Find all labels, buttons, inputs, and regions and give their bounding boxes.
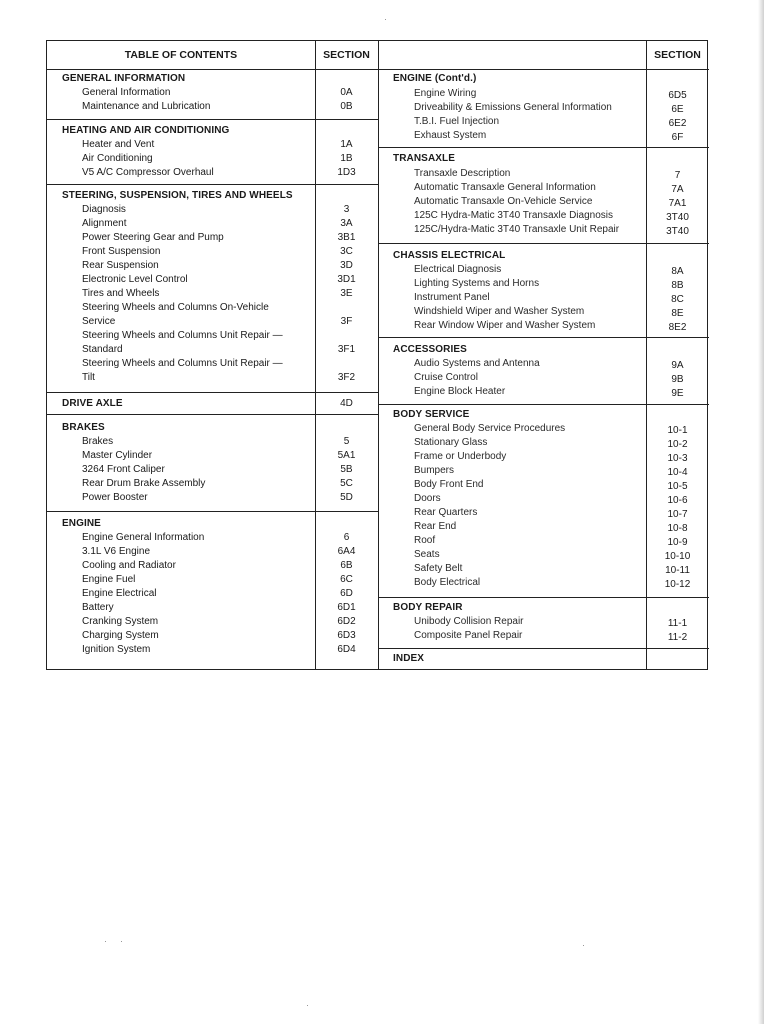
section-title: ENGINE (Cont'd.) bbox=[393, 73, 477, 84]
entry-label: Cruise Control bbox=[414, 372, 478, 383]
entry-label: Engine Block Heater bbox=[414, 386, 506, 397]
entry-code: 8E bbox=[671, 308, 684, 319]
toc-entry[interactable] bbox=[47, 464, 379, 478]
toc-entry[interactable] bbox=[47, 546, 379, 560]
right-column bbox=[379, 41, 709, 669]
page-edge-shadow bbox=[758, 0, 764, 1024]
entry-code: 8C bbox=[671, 294, 684, 305]
entry-label: Rear Window Wiper and Washer System bbox=[414, 320, 596, 331]
entry-label: Battery bbox=[82, 602, 114, 613]
entry-label: Power Booster bbox=[82, 492, 148, 503]
toc-entry[interactable] bbox=[379, 386, 709, 400]
toc-entry[interactable] bbox=[47, 204, 379, 218]
section-heating-air-conditioning bbox=[47, 120, 379, 185]
entry-code: 5B bbox=[340, 464, 353, 475]
entry-code: 1D3 bbox=[337, 167, 356, 178]
toc-entry[interactable] bbox=[379, 168, 709, 182]
entry-code: 6D5 bbox=[668, 90, 687, 101]
toc-entry[interactable] bbox=[47, 246, 379, 260]
entry-label: Brakes bbox=[82, 436, 114, 447]
toc-entry[interactable] bbox=[379, 493, 709, 507]
toc-entry[interactable] bbox=[379, 88, 709, 102]
toc-entry[interactable] bbox=[47, 358, 379, 372]
section-title: BRAKES bbox=[62, 422, 105, 433]
entry-label: Composite Panel Repair bbox=[414, 630, 523, 641]
entry-label: Unibody Collision Repair bbox=[414, 616, 524, 627]
entry-label: V5 A/C Compressor Overhaul bbox=[82, 167, 214, 178]
section-body-service bbox=[379, 405, 709, 598]
entry-label: Heater and Vent bbox=[82, 139, 155, 150]
entry-code: 6D3 bbox=[337, 630, 356, 641]
entry-label: Lighting Systems and Horns bbox=[414, 278, 540, 289]
entry-code: 5 bbox=[343, 436, 350, 447]
entry-label: Windshield Wiper and Washer System bbox=[414, 306, 585, 317]
toc-entry[interactable] bbox=[379, 320, 709, 334]
entry-label: Seats bbox=[414, 549, 440, 560]
toc-entry[interactable] bbox=[379, 264, 709, 278]
entry-code: 6D2 bbox=[337, 616, 356, 627]
entry-label: Cranking System bbox=[82, 616, 159, 627]
entry-code: 3 bbox=[343, 204, 350, 215]
section-accessories bbox=[379, 338, 709, 405]
toc-entry[interactable] bbox=[47, 644, 379, 658]
toc-entry[interactable] bbox=[379, 616, 709, 630]
entry-label: Master Cylinder bbox=[82, 450, 153, 461]
entry-code: 10-11 bbox=[665, 565, 690, 576]
entry-code: 3F bbox=[340, 316, 353, 327]
toc-entry[interactable] bbox=[47, 602, 379, 616]
entry-label: Air Conditioning bbox=[82, 153, 153, 164]
entry-code: 3A bbox=[340, 218, 353, 229]
entry-label: 125C/Hydra-Matic 3T40 Transaxle Unit Repair bbox=[414, 224, 620, 235]
left-header-row bbox=[47, 41, 379, 70]
toc-entry[interactable] bbox=[379, 549, 709, 563]
toc-entry[interactable] bbox=[47, 372, 379, 386]
entry-label: General Body Service Procedures bbox=[414, 423, 566, 434]
entry-label: Bumpers bbox=[414, 465, 455, 476]
entry-label: Body Electrical bbox=[414, 577, 481, 588]
toc-entry[interactable] bbox=[47, 101, 379, 115]
entry-label: 3264 Front Caliper bbox=[82, 464, 165, 475]
entry-label: General Information bbox=[82, 87, 171, 98]
entry-code: 9E bbox=[671, 388, 684, 399]
right-header-row bbox=[379, 41, 709, 70]
entry-code: 10-12 bbox=[664, 579, 691, 590]
entry-code: 8B bbox=[671, 280, 684, 291]
toc-entry[interactable] bbox=[379, 102, 709, 116]
toc-entry[interactable] bbox=[47, 630, 379, 644]
entry-code: 3B1 bbox=[337, 232, 356, 243]
entry-code: 3E bbox=[340, 288, 353, 299]
left-column bbox=[47, 41, 379, 669]
entry-code: 10-1 bbox=[667, 425, 688, 436]
entry-label: Rear Quarters bbox=[414, 507, 478, 518]
toc-entry[interactable] bbox=[47, 302, 379, 316]
entry-code: 10-8 bbox=[667, 523, 688, 534]
toc-entry[interactable] bbox=[47, 532, 379, 546]
entry-label: Roof bbox=[414, 535, 436, 546]
entry-label: Maintenance and Lubrication bbox=[82, 101, 211, 112]
scan-speck: · bbox=[306, 1000, 309, 1010]
toc-entry[interactable] bbox=[47, 87, 379, 101]
entry-code: 6D bbox=[340, 588, 353, 599]
entry-code: 10-6 bbox=[667, 495, 688, 506]
toc-entry[interactable] bbox=[379, 306, 709, 320]
entry-code: 10-4 bbox=[667, 467, 688, 478]
entry-code: 1A bbox=[340, 139, 353, 150]
toc-entry[interactable] bbox=[47, 450, 379, 464]
entry-label: 125C Hydra-Matic 3T40 Transaxle Diagnosis bbox=[414, 210, 613, 221]
toc-entry[interactable] bbox=[47, 574, 379, 588]
entry-code: 6C bbox=[340, 574, 353, 585]
section-title: ACCESSORIES bbox=[393, 344, 467, 355]
entry-code: 8E2 bbox=[668, 322, 687, 333]
toc-entry[interactable] bbox=[379, 116, 709, 130]
entry-code: 9B bbox=[671, 374, 684, 385]
section-engine-contd bbox=[379, 69, 709, 148]
toc-entry[interactable] bbox=[379, 451, 709, 465]
entry-label: Rear Suspension bbox=[82, 260, 159, 271]
entry-label: Service bbox=[82, 316, 116, 327]
entry-code: 4D bbox=[340, 398, 353, 409]
entry-code: 6D4 bbox=[337, 644, 356, 655]
entry-code: 6F bbox=[671, 132, 684, 143]
entry-label: Front Suspension bbox=[82, 246, 161, 257]
entry-label: Steering Wheels and Columns On-Vehicle bbox=[82, 302, 269, 313]
entry-label: Instrument Panel bbox=[414, 292, 490, 303]
toc-entry[interactable] bbox=[47, 274, 379, 288]
entry-label: Rear Drum Brake Assembly bbox=[82, 478, 206, 489]
toc-entry[interactable] bbox=[379, 437, 709, 451]
entry-code: 10-7 bbox=[667, 509, 688, 520]
toc-entry[interactable] bbox=[47, 560, 379, 574]
toc-entry[interactable] bbox=[379, 521, 709, 535]
entry-label: Rear End bbox=[414, 521, 457, 532]
toc-entry[interactable] bbox=[379, 630, 709, 644]
toc-entry[interactable] bbox=[47, 330, 379, 344]
entry-code: 3C bbox=[340, 246, 353, 257]
entry-label: Transaxle Description bbox=[414, 168, 511, 179]
entry-code: 5A1 bbox=[337, 450, 356, 461]
scan-speck: · bbox=[582, 940, 585, 950]
entry-label: Automatic Transaxle General Information bbox=[414, 182, 596, 193]
entry-label: Safety Belt bbox=[414, 563, 463, 574]
entry-label: Charging System bbox=[82, 630, 159, 641]
left-section-header: SECTION bbox=[323, 49, 370, 61]
toc-entry[interactable] bbox=[47, 153, 379, 167]
entry-code: 0A bbox=[340, 87, 353, 98]
entry-label: Steering Wheels and Columns Unit Repair — bbox=[82, 330, 283, 341]
entry-label: Tires and Wheels bbox=[82, 288, 160, 299]
section-title: DRIVE AXLE bbox=[62, 398, 123, 409]
section-brakes bbox=[47, 415, 379, 512]
entry-label: Ignition System bbox=[82, 644, 151, 655]
entry-code: 6 bbox=[343, 532, 350, 543]
entry-code: 3D bbox=[340, 260, 353, 271]
scan-speck: · bbox=[104, 936, 107, 946]
section-title: HEATING AND AIR CONDITIONING bbox=[62, 125, 230, 136]
entry-code: 3F1 bbox=[337, 344, 356, 355]
entry-code: 0B bbox=[340, 101, 353, 112]
section-title: BODY REPAIR bbox=[393, 602, 463, 613]
entry-code: 10-9 bbox=[667, 537, 688, 548]
toc-entry[interactable] bbox=[47, 139, 379, 153]
entry-code: 7 bbox=[674, 170, 681, 181]
entry-label: Tilt bbox=[82, 372, 95, 383]
toc-entry[interactable] bbox=[379, 465, 709, 479]
entry-code: 1B bbox=[340, 153, 353, 164]
entry-code: 3D1 bbox=[337, 274, 356, 285]
section-steering-suspension bbox=[47, 185, 379, 393]
entry-code: 7A bbox=[671, 184, 684, 195]
entry-code: 10-2 bbox=[667, 439, 688, 450]
section-title: ENGINE bbox=[62, 518, 101, 529]
entry-code: 3T40 bbox=[666, 212, 689, 223]
entry-label: Driveability & Emissions General Information bbox=[414, 102, 612, 113]
section-title: CHASSIS ELECTRICAL bbox=[393, 250, 506, 261]
section-engine bbox=[47, 512, 379, 670]
entry-code: 3F2 bbox=[337, 372, 356, 383]
toc-entry[interactable] bbox=[379, 292, 709, 306]
table-of-contents bbox=[46, 40, 708, 670]
section-title: INDEX bbox=[393, 653, 425, 664]
toc-entry[interactable] bbox=[47, 478, 379, 492]
toc-entry[interactable] bbox=[47, 588, 379, 602]
entry-label: Stationary Glass bbox=[414, 437, 488, 448]
entry-label: Electronic Level Control bbox=[82, 274, 188, 285]
section-title: GENERAL INFORMATION bbox=[62, 73, 186, 84]
entry-label: Diagnosis bbox=[82, 204, 126, 215]
entry-code: 10-10 bbox=[664, 551, 691, 562]
toc-entry[interactable] bbox=[47, 167, 379, 181]
entry-code: 5C bbox=[340, 478, 353, 489]
entry-label: Engine Fuel bbox=[82, 574, 136, 585]
toc-entry[interactable] bbox=[379, 563, 709, 577]
toc-entry[interactable] bbox=[379, 278, 709, 292]
section-title: TRANSAXLE bbox=[393, 153, 456, 164]
section-drive-axle[interactable] bbox=[47, 393, 379, 415]
entry-code: 8A bbox=[671, 266, 684, 277]
entry-code: 3T40 bbox=[666, 226, 689, 237]
section-code-wrapper bbox=[47, 398, 379, 412]
section-title: STEERING, SUSPENSION, TIRES AND WHEELS bbox=[62, 190, 293, 201]
toc-entry[interactable] bbox=[379, 358, 709, 372]
entry-code: 5D bbox=[340, 492, 353, 503]
toc-entry[interactable] bbox=[47, 232, 379, 246]
entry-code: 7A1 bbox=[668, 198, 687, 209]
toc-entry[interactable] bbox=[47, 288, 379, 302]
entry-label: Engine Wiring bbox=[414, 88, 477, 99]
entry-label: Frame or Underbody bbox=[414, 451, 507, 462]
entry-code: 11-1 bbox=[667, 618, 688, 629]
toc-entry[interactable] bbox=[47, 260, 379, 274]
right-section-header: SECTION bbox=[654, 49, 701, 61]
toc-entry[interactable] bbox=[379, 210, 709, 224]
section-general-information bbox=[47, 69, 379, 120]
section-index[interactable] bbox=[379, 649, 709, 670]
toc-entry[interactable] bbox=[47, 344, 379, 358]
entry-label: Exhaust System bbox=[414, 130, 487, 141]
section-body-repair bbox=[379, 598, 709, 649]
toc-entry[interactable] bbox=[379, 507, 709, 521]
toc-entry[interactable] bbox=[379, 372, 709, 386]
entry-code: 6E2 bbox=[668, 118, 687, 129]
entry-label: Audio Systems and Antenna bbox=[414, 358, 540, 369]
entry-code: 6A4 bbox=[337, 546, 356, 557]
entry-label: Automatic Transaxle On-Vehicle Service bbox=[414, 196, 593, 207]
toc-entry[interactable] bbox=[379, 224, 709, 238]
toc-entry[interactable] bbox=[379, 182, 709, 196]
toc-entry[interactable] bbox=[379, 479, 709, 493]
entry-code: 9A bbox=[671, 360, 684, 371]
entry-code: 10-3 bbox=[667, 453, 688, 464]
toc-entry[interactable] bbox=[47, 616, 379, 630]
toc-entry[interactable] bbox=[379, 535, 709, 549]
toc-entry[interactable] bbox=[379, 423, 709, 437]
toc-entry[interactable] bbox=[47, 218, 379, 232]
scan-speck: · bbox=[120, 936, 123, 946]
section-title: BODY SERVICE bbox=[393, 409, 470, 420]
section-transaxle bbox=[379, 148, 709, 244]
entry-label: Alignment bbox=[82, 218, 127, 229]
entry-label: Engine General Information bbox=[82, 532, 205, 543]
toc-entry[interactable] bbox=[47, 316, 379, 330]
entry-code: 6B bbox=[340, 560, 353, 571]
toc-title: TABLE OF CONTENTS bbox=[124, 49, 238, 61]
entry-label: Doors bbox=[414, 493, 441, 504]
entry-label: Electrical Diagnosis bbox=[414, 264, 502, 275]
entry-label: Standard bbox=[82, 344, 123, 355]
toc-entry[interactable] bbox=[47, 436, 379, 450]
toc-entry[interactable] bbox=[379, 577, 709, 591]
scan-speck: · bbox=[384, 14, 387, 24]
toc-entry[interactable] bbox=[379, 130, 709, 144]
toc-entry[interactable] bbox=[379, 196, 709, 210]
entry-label: 3.1L V6 Engine bbox=[82, 546, 151, 557]
entry-label: T.B.I. Fuel Injection bbox=[414, 116, 500, 127]
entry-label: Engine Electrical bbox=[82, 588, 157, 599]
section-chassis-electrical bbox=[379, 244, 709, 338]
entry-code: 6E bbox=[671, 104, 684, 115]
entry-label: Power Steering Gear and Pump bbox=[82, 232, 224, 243]
entry-code: 6D1 bbox=[337, 602, 356, 613]
entry-code: 10-5 bbox=[667, 481, 688, 492]
entry-code: 11-2 bbox=[667, 632, 688, 643]
entry-label: Cooling and Radiator bbox=[82, 560, 176, 571]
entry-label: Body Front End bbox=[414, 479, 484, 490]
entry-label: Steering Wheels and Columns Unit Repair — bbox=[82, 358, 283, 369]
toc-entry[interactable] bbox=[47, 492, 379, 506]
